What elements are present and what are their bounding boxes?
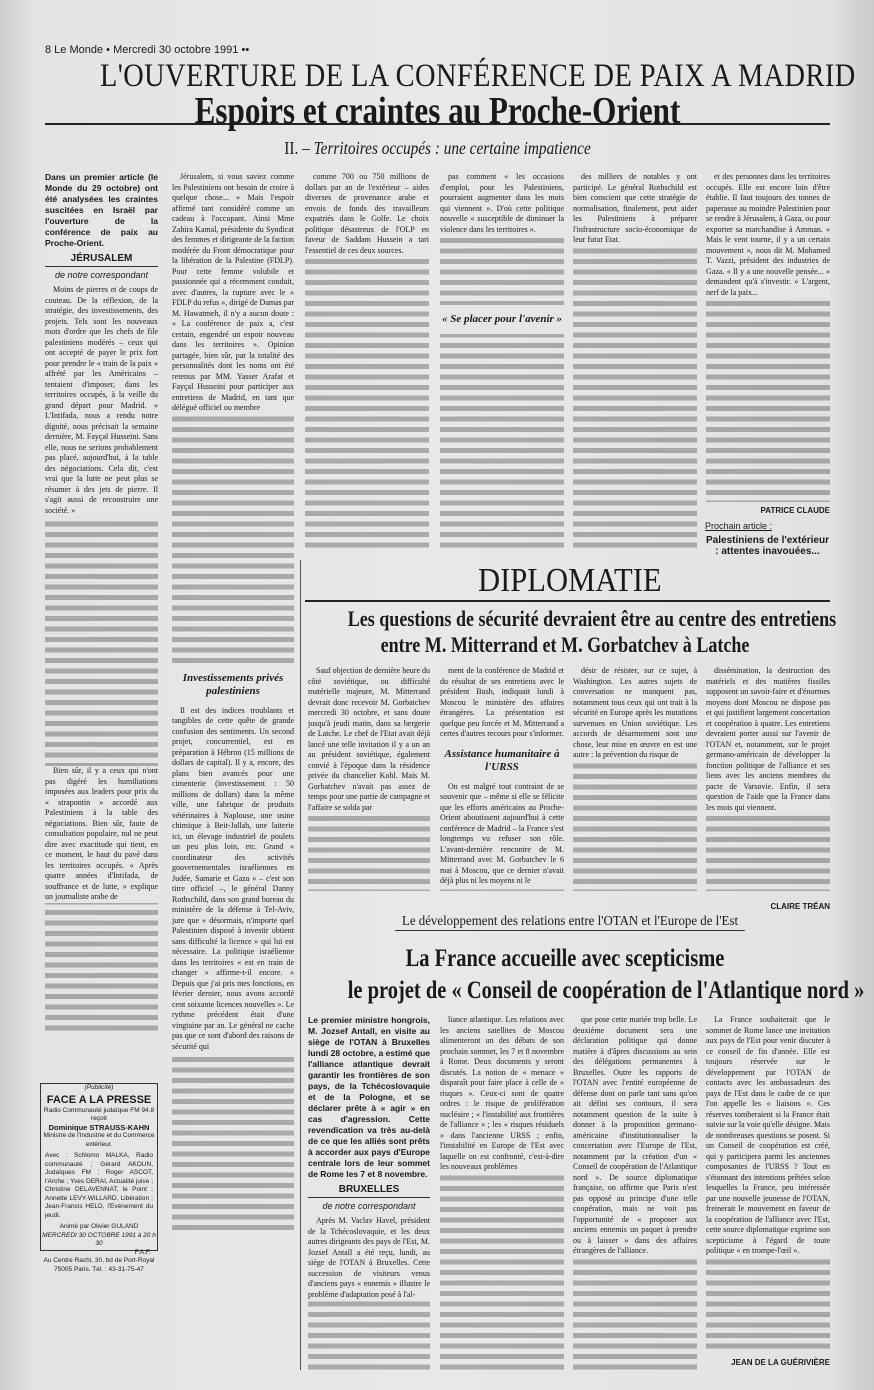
ad-host: Animé par Olivier GULAND [59,1223,139,1230]
subheading: Assistance humanitaire à l'URSS [440,740,564,782]
otan-column-4 [706,1015,830,1350]
column-rule [300,560,301,1370]
body-text: et des personnes dans les territoires occupés. Elle est encore loin d'être établie. Il faut toujours des tonnes de paperasse au moindre Palestinien pour se rendre à Jérusalem, à Gaza, ou pour exporter sa marchandise à Amman. « Mais le vent tourne, il y a un certain mouvement », nous dit M. Mohamed T. Vazzi, président des industries de Gaza. « Il y a une nouvelle pensée... » demandent qu'à s'investir. » L'argent, nerf de la paix... [706,172,830,297]
subtitle-text: Territoires occupés : une certaine impatience [313,138,591,158]
folio: 8 Le Monde • Mercredi 30 octobre 1991 •• [45,44,250,56]
otan-column-1 [308,1015,430,1370]
article1-column-1 [45,172,158,1032]
divider [305,600,830,602]
subheading: Investissements privés palestiniens [172,664,294,706]
section-kicker: L'OUVERTURE DE LA CONFÉRENCE DE PAIX A MADRID [99,58,856,94]
body-text: liance atlantique. Les relations avec les anciens satellites de Moscou alimenteront un des débats de son prochain sommet, les 7 et 8 novembre à Rome. Deux documents y seront discutés. La notion de « menace » disparaît pour faire place à celle de « risques ». Ceux-ci sont de quatre ordres : le risque de prolifération nucléaire ; « l'instabilité aux frontières de l'alliance » ; les « risques résiduels » dans l'ancienne URSS ; enfin, l'instabilité en Europe de l'Est avec laquelle on est confronté, c'est-à-dire les nouveaux problèmes [440,1015,564,1171]
body-text: désir de résister, sur ce sujet, à Washington. Les autres sujets de conversation ne manquent pas, notamment tous ceux qui ont trait à la sécurité en Europe après les mutations survenues en Union soviétique. Les accords de désarmement sont une chose, leur mise en œuvre en est une autre : la prévention du risque de [573,666,697,759]
article1-column-2 [172,172,294,1232]
correspondent: de notre correspondant [45,267,158,285]
otan-headline-1: La France accueille avec scepticisme [405,945,725,972]
subheading: « Se placer pour l'avenir » [440,305,564,334]
ad-guest: Dominique STRAUSS-KAHN [48,1122,150,1132]
article1-column-4 [440,172,564,552]
body-text: que pose cette mariée trop belle. Le deuxième document sera une déclaration politique qui donne matière à d'âpres discussions au sein des délégations permanentes à Bruxelles. Outre les rapports de l'OTAN avec l'entité européenne de défense dont on parle tant sans qu'on ait défini ses contours, il sera notamment question de la suite à donner à la proposition germano-américaine d'institutionnaliser la concertation avec l'Europe de l'Est, notamment par la création d'un « Conseil de coopération de l'Atlantique nord ». De source diplomatique française, on affirme que Paris n'est pas opposé au principe d'une telle coopération, mais ne voit pas l'opportunité de « proposer aux anciens ennemis un paquet à prendre ou à laisser » dans des affaires étrangères de l'alliance. [573,1015,697,1255]
body-text: Bien sûr, il y a ceux qui n'ont pas digéré les humiliations imposées aux leaders pour prix du « strapontin » accordé aux Palestiniens à la table des négociations. Bien sûr, faute de consultation populaire, nul ne peut dire avec exactitude qui tient, en ce moment, le haut du pavé dans les territoires occupés. « Après quatre années d'Intifada, de souffrance et de lutte, » explique un journaliste arabe de [45,766,158,901]
diplomatie-column-3 [573,666,697,891]
body-text: La France souhaiterait que le sommet de Rome lance une invitation aux pays de l'Est pour venir discuter à ce conseil de fin d'année. Elle est toujours réservée sur le développement par l'OTAN de contacts avec les ambassadeurs des pays de l'Est dans le cadre de ce que l'on appelle les « liaisons ». Ces réserves tomberaient si la France était suivie sur la voie qu'elle désigne. Mais de nombreuses questions se posent. Si un Conseil de coopération est créé, qui y participera parmi les anciennes composantes de l'URSS ? Tout en s'étonnant des intentions prêtées selon lesquelles la France, peu intéressée par une nouvelle jeunesse de l'OTAN, freinerait le mouvement en faveur de la coopération de l'alliance avec l'Est, cette source diplomatique exprime son scepticisme à l'égard de toute politique « en trompe-l'œil ». [706,1015,830,1255]
article1-column-6 [706,172,830,502]
subtitle-number: II. – [284,138,310,158]
otan-kicker: Le développement des relations entre l'OTAN et l'Europe de l'Est [395,914,745,931]
ad-receives: reçoit [91,1115,107,1122]
next-article-label: Prochain article : [705,521,773,531]
subtitle [104,138,771,159]
otan-headline-2: le projet de « Conseil de coopération de l'Atlantique nord » [347,977,865,1004]
article1-column-3 [305,172,429,552]
next-article-title: Palestiniens de l'extérieur : attentes inavouées... [706,535,829,557]
body-text: Jérusalem, si vous saviez comme les Palestiniens ont besoin de croire à quelque chose... » Mais l'espoir affirmé tant considéré comme un cadeau à l'occupant. Ainsi Mme Zahira Kamal, présidente du Syndicat des femmes et dirigeante de la faction modérée du Front démocratique pour la libération de la Palestine (FDLP). Pour cette femme volubile et passionnée qui a récemment conduit, avec d'autres, la rupture avec le « FDLP du refus », dirigé de Damas par M. Hawatmeh, il n'y a aucun doute : « La conférence de paix a, c'est certain, engendré un espoir nouveau dans les territoires ». Opinion partagée, bien sûr, par la totalité des personnalités dont les noms ont été retenus par MM. Yasser Arafat et Fayçal Husseini pour participer aux entretiens de Madrid, en tant que délégué officiel ou membre [172,172,294,412]
body-text: des milliers de notables y ont participé. Le général Rothschild est bien conscient que cette stratégie de normalisation, finalement, peut aider les Palestiniens à préparer l'infrastructure socio-économique de leur futur Etat. [573,172,697,244]
ad-address: Au Centre Rachi, 30, bd de Port-Royal 75005 Paris. Tél. : 43-31-75-47 [43,1257,155,1273]
dateline: JÉRUSALEM [45,249,158,267]
rubric-diplomatie: DIPLOMATIE [478,562,662,599]
body-text: Sauf objection de dernière heure du côté soviétique, ou difficulté matérielle majeure, M. Mitterrand devrait donc recevoir M. Gorbatchev mercredi 30 octobre, et sans doute jusqu'à jeudi matin, dans sa bergerie de Latche. Le chef de l'Etat avait déjà lancé une telle invitation il y a un an au président soviétique, également convié à l'époque dans la résidence privée du chancelier Kohl. Mais M. Gorbatchev n'avait pas assez de temps pour une partie de campagne et l'affaire se solda par [308,666,430,812]
headline-main: Espoirs et craintes au Proche-Orient [194,90,681,132]
diplomatie-headline-1: Les questions de sécurité devraient être au centre des entretiens [347,606,837,631]
body-text: Il est des indices troublants et tangibles de cette quête de grande confusion des sentiments. Un second projet, concurrentiel, est en préparation à Hébron (15 millions de dollars de capital). Il y a, encore, des plans bien avancés pour une cimenterie (investissement : 50 millions de dollars) dans la même ville, une fabrique de produits vétérinaires à Naplouse, une usine chimique à Beit-Jallah, une laiterie ici, un élevage industriel de poulets un peu plus loin, etc. Grand « coordinateur des activités gouvernementales israéliennes en Judée, Samarie et Gaza » – c'est son titre officiel –, le général Danny Rothschild, dans son grand bureau du ministère de la défense à Tel-Aviv, jure que « désormais, n'importe quel Palestinien disposé à investir obtient sans difficulté la licence » qui lui est nécessaire. La politique israélienne dans les territoires « est en train de changer » affirme-t-il encore. « Depuis que j'ai pris mes fonctions, en février dernier, nous avons accordé cent soixante licences nouvelles ». Le rythme précédent était d'une vingtaine par an. Le général ne cache pas que ce sont d'abord des raisons de sécurité qui [172,705,294,1051]
article1-column-5 [573,172,697,552]
otan-column-2 [440,1015,564,1370]
body-text: comme 700 ou 750 millions de dollars par an de l'extérieur – aides diverses de provenance arabe et envois de fonds des travailleurs expatriés dans le Golfe. Le choix politique désastreux de l'OLP en faveur de Saddam Hussein a tari l'essentiel de ces deux sources. [305,172,429,255]
correspondent: de notre correspondant [308,1198,430,1216]
author-signature: CLAIRE TRÉAN [770,902,830,911]
article-lead: Le premier ministre hongrois, M. Jozsef Antall, en visite au siège de l'OTAN à Bruxelles lundi 28 octobre, a estimé que l'alliance atlantique devrait garantir les frontières de son pays, de la Tchécoslovaquie et de la Pologne, et se déclarer prête à « agir » en cas d'agression. Cette revendication va très au-delà de ce que les alliés sont prêts à accorder aux pays d'Europe centrale lors de leur sommet de Rome les 7 et 8 novembre. [308,1015,430,1179]
body-text: dissémination, la destruction des matériels et des matières fissiles supposent un savoir-faire et d'énormes moyens dont Moscou ne dispose pas et qui justifient largement concertation et coopération à quatre. Les entretiens devraient porter aussi sur l'avenir de l'OTAN et, notamment, sur le projet germano-américain de développer la fonction politique de l'alliance et ses liens avec les anciens membres du pacte de Varsovie. Enfin, il sera question de l'aide que la France dans les mois qui viennent. [706,666,830,812]
ad-faf: F.A.F. [134,1248,151,1256]
diplomatie-headline-2: entre M. Mitterrand et M. Gorbatchev à Latche [380,632,750,657]
ad-title: FACE A LA PRESSE [46,1093,152,1106]
diplomatie-column-2 [440,666,564,891]
signature-block [705,506,830,557]
body-text: pas comment « les occasions d'emploi, pour les Palestiniens, pourraient augmenter dans les mois qui viennent ». D'où cette politique nouvelle « susceptible de diminuer la violence dans les territoires ». [440,172,564,234]
diplomatie-column-4 [706,666,830,891]
body-text: ment de la conférence de Madrid et du résultat de ses entretiens avec le président Bush, indiquait lundi à Moscou le ministère des affaires étrangères. La présentation est quelque peu forcée et M. Mitterrand a certes d'autres recours pour s'informer. [440,666,564,738]
author-signature: JEAN DE LA GUÉRIVIÈRE [731,1358,830,1367]
body-text: Après M. Vaclav Havel, président de la Tchécoslovaquie, et les deux autres dirigeants des pays de l'Est, M. Jozsef Antall a été reçu, lundi, au siège de l'OTAN à Bruxelles. Cette succession de visiteurs venus d'anciens pays « ennemis » illustre le problème d'adaptation posé à l'al- [308,1216,430,1299]
author-signature: PATRICE CLAUDE [760,506,830,515]
body-text: On est malgré tout contraint de se souvenir que – même si elle se félicite que les efforts américains au Proche-Orient aboutissent aujourd'hui à cette conférence de Madrid – la France s'est longtemps vu refuser son rôle. L'avant-dernière rencontre de M. Mitterrand avec M. Gorbatchev le 6 mai à Moscou, que ce dernier n'avait déjà plus ni les moyens ni le [440,781,564,885]
ad-label: (Publicité) [82,1084,117,1093]
dateline: BRUXELLES [308,1180,430,1198]
ad-panel: Avec : Schlomo MALKA, Radio communauté ; Gérard AKOUN, Judaïques FM ; Roger ASCOT, l'Arche ; Yves DERAI, Actualité juive ; Christine DELAVENNAT, le Point ; Annette LEVY-WILLARD, Libération ; Jean-Francis HELD, l'Evénement du jeudi. [45,1152,153,1219]
ad-guest-role: Ministre de l'Industrie et du Commerce extérieur. [43,1132,155,1148]
ad-date: MERCREDI 30 OCTOBRE 1991 à 20 h 30 [42,1231,156,1247]
article-lead: Dans un premier article (le Monde du 29 octobre) ont été analysées les craintes suscitées en Israël par l'ouverture de la conférence de paix au Proche-Orient. [45,172,158,248]
body-text: Moins de pierres et de coups de couteau. De la réflexion, de la stratégie, des investissements, des projets. Tels sont les nouveaux mots d'ordre que les chefs de file palestiniens modérés – ceux qui ont accepté de payer le prix fort pour prendre le « train de la paix » affrété par les Américains – tentaient d'imposer, dans les territoires occupés, à la veille du grand départ pour Madrid. « L'Intifada, nous a rendu notre dignité, nous précisait la semaine dernière, M. Fayçal Husseini. Sans elle, nous ne serions probablement pas placé, aujourd'hui, à la table des négociations. Cela dit, c'est vrai que la lutte ne peut plus se résumer à des jets de pierre. Il s'agit aussi de reconstruire une société. » [45,285,158,515]
ad-station: Radio Communauté judaïque FM 94.8 [43,1106,155,1114]
diplomatie-column-1 [308,666,430,891]
advertisement-box [40,1083,158,1273]
otan-column-3 [573,1015,697,1370]
